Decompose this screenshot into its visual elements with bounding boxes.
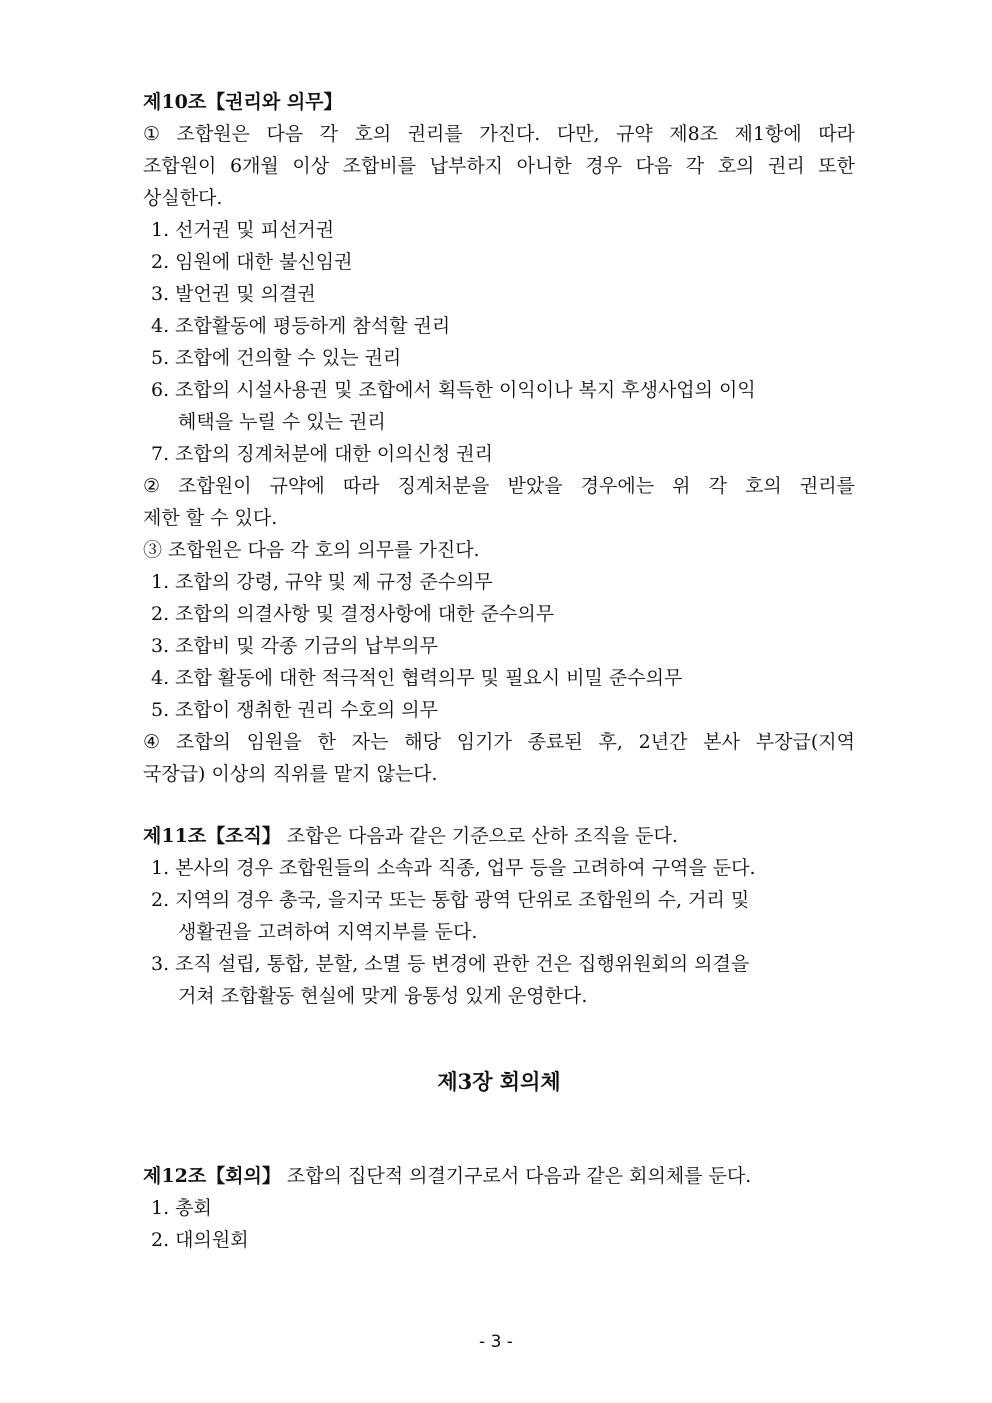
word: 경우에는 xyxy=(580,475,655,497)
word: 호의 xyxy=(745,475,782,497)
word: 호의 xyxy=(354,123,392,145)
org-item-3-line2: 거쳐 조합활동 현실에 맞게 융통성 있게 운영한다. xyxy=(178,985,588,1007)
document-page xyxy=(143,86,855,1256)
article-11-intro-line xyxy=(143,820,855,852)
duty-item-1: 1. 조합의 강령, 규약 및 제 규정 준수의무 xyxy=(151,571,493,593)
right-item-5: 5. 조합에 건의할 수 있는 권리 xyxy=(151,347,402,369)
article-12-intro: 조합의 집단적 의결기구로서 다음과 같은 회의체를 둔다. xyxy=(280,1165,752,1187)
word: 위 xyxy=(672,475,691,497)
word: 규약 xyxy=(616,123,653,145)
word: 조합원이 xyxy=(178,475,252,497)
article-10-para2-line2: 제한 할 수 있다. xyxy=(143,507,278,529)
word: 제8조 xyxy=(669,123,719,145)
word: 가진다. xyxy=(479,123,541,145)
right-item-6-line2: 혜택을 누릴 수 있는 권리 xyxy=(178,411,386,433)
duty-item-5: 5. 조합이 쟁취한 권리 수호의 의무 xyxy=(151,699,438,721)
word: 조합비를 xyxy=(342,155,417,177)
word: ④ xyxy=(143,731,161,753)
article-11-heading: 제11조【조직】 xyxy=(143,825,281,847)
article-10-para3: ③ 조합원은 다음 각 호의 의무를 가진다. xyxy=(143,539,480,561)
word: 부장급(지역 xyxy=(755,731,855,753)
word: 한 xyxy=(317,731,336,753)
org-item-1: 1. 본사의 경우 조합원들의 소속과 직종, 업무 등을 고려하여 구역을 둔다. xyxy=(151,857,756,879)
word: 임기가 xyxy=(456,731,512,753)
word: 2년간 xyxy=(638,731,688,753)
word: 본사 xyxy=(703,731,740,753)
word: 각 xyxy=(319,123,338,145)
duty-item-3: 3. 조합비 및 각종 기금의 납부의무 xyxy=(151,635,438,657)
article-12-heading: 제12조【회의】 xyxy=(143,1165,281,1187)
word: 종료된 xyxy=(527,731,583,753)
word: 납부하지 xyxy=(429,155,504,177)
word: 아니한 xyxy=(516,155,572,177)
right-item-7: 7. 조합의 징계처분에 대한 이의신청 권리 xyxy=(151,443,493,465)
word: 임원을 xyxy=(246,731,302,753)
right-item-2: 2. 임원에 대한 불신임권 xyxy=(151,251,353,273)
word: 후, xyxy=(598,731,623,753)
article-10-para4-line1 xyxy=(143,726,855,758)
right-item-6-line1: 6. 조합의 시설사용권 및 조합에서 획득한 이익이나 복지 후생사업의 이익 xyxy=(151,379,756,401)
right-item-4: 4. 조합활동에 평등하게 참석할 권리 xyxy=(151,315,451,337)
spacer xyxy=(143,1098,855,1160)
word: 다음 xyxy=(266,123,304,145)
word: 징계처분을 xyxy=(397,475,490,497)
article-11-intro: 조합은 다음과 같은 기준으로 산하 조직을 둔다. xyxy=(280,825,678,847)
chapter-title: 제3장 회의체 xyxy=(437,1069,561,1094)
word: 이상 xyxy=(292,155,330,177)
org-item-2-line2: 생활권을 고려하여 지역지부를 둔다. xyxy=(178,921,478,943)
word: 다만, xyxy=(556,123,600,145)
article-12-intro-line xyxy=(143,1160,855,1192)
article-10-para1-line3: 상실한다. xyxy=(143,187,223,209)
page-number: - 3 - xyxy=(479,1332,513,1352)
meeting-item-2: 2. 대의원회 xyxy=(151,1229,249,1251)
word: 6개월 xyxy=(229,155,279,177)
word: 권리를 xyxy=(799,475,855,497)
word: 각 xyxy=(685,155,705,177)
word: 권리를 xyxy=(407,123,463,145)
right-item-1: 1. 선거권 및 피선거권 xyxy=(151,219,335,241)
article-10-para2-line1 xyxy=(143,470,855,502)
duty-item-4: 4. 조합 활동에 대한 적극적인 협력의무 및 필요시 비밀 준수의무 xyxy=(151,667,683,689)
word: 호의 xyxy=(717,155,755,177)
word: 자는 xyxy=(351,731,389,753)
article-10-para4-line2: 국장급) 이상의 직위를 맡지 않는다. xyxy=(143,763,438,785)
word: ① xyxy=(143,123,161,145)
meeting-item-1: 1. 총회 xyxy=(151,1197,212,1219)
word: 권리 xyxy=(767,155,805,177)
word: 해당 xyxy=(404,731,441,753)
article-10-para1-line1 xyxy=(143,118,855,150)
spacer xyxy=(143,1012,855,1066)
article-10-para1-line2 xyxy=(143,150,855,182)
word: ② xyxy=(143,475,161,497)
word: 규약에 xyxy=(269,475,325,497)
word: 조합의 xyxy=(175,731,231,753)
word: 따라 xyxy=(342,475,380,497)
word: 조합원은 xyxy=(176,123,250,145)
word: 각 xyxy=(708,475,727,497)
article-10-heading: 제10조【권리와 의무】 xyxy=(143,91,343,113)
org-item-3-line1: 3. 조직 설립, 통합, 분할, 소멸 등 변경에 관한 건은 집행위원회의 의결을 xyxy=(151,953,750,975)
duty-item-2: 2. 조합의 의결사항 및 결정사항에 대한 준수의무 xyxy=(151,603,555,625)
word: 다음 xyxy=(635,155,673,177)
word: 또한 xyxy=(818,155,855,177)
word: 조합원이 xyxy=(143,155,217,177)
word: 받았을 xyxy=(507,475,563,497)
right-item-3: 3. 발언권 및 의결권 xyxy=(151,283,316,305)
org-item-2-line1: 2. 지역의 경우 총국, 을지국 또는 통합 광역 단위로 조합원의 수, 거리 및 xyxy=(151,889,750,911)
word: 따라 xyxy=(818,123,855,145)
word: 경우 xyxy=(585,155,622,177)
spacer xyxy=(143,790,855,820)
word: 제1항에 xyxy=(734,123,802,145)
